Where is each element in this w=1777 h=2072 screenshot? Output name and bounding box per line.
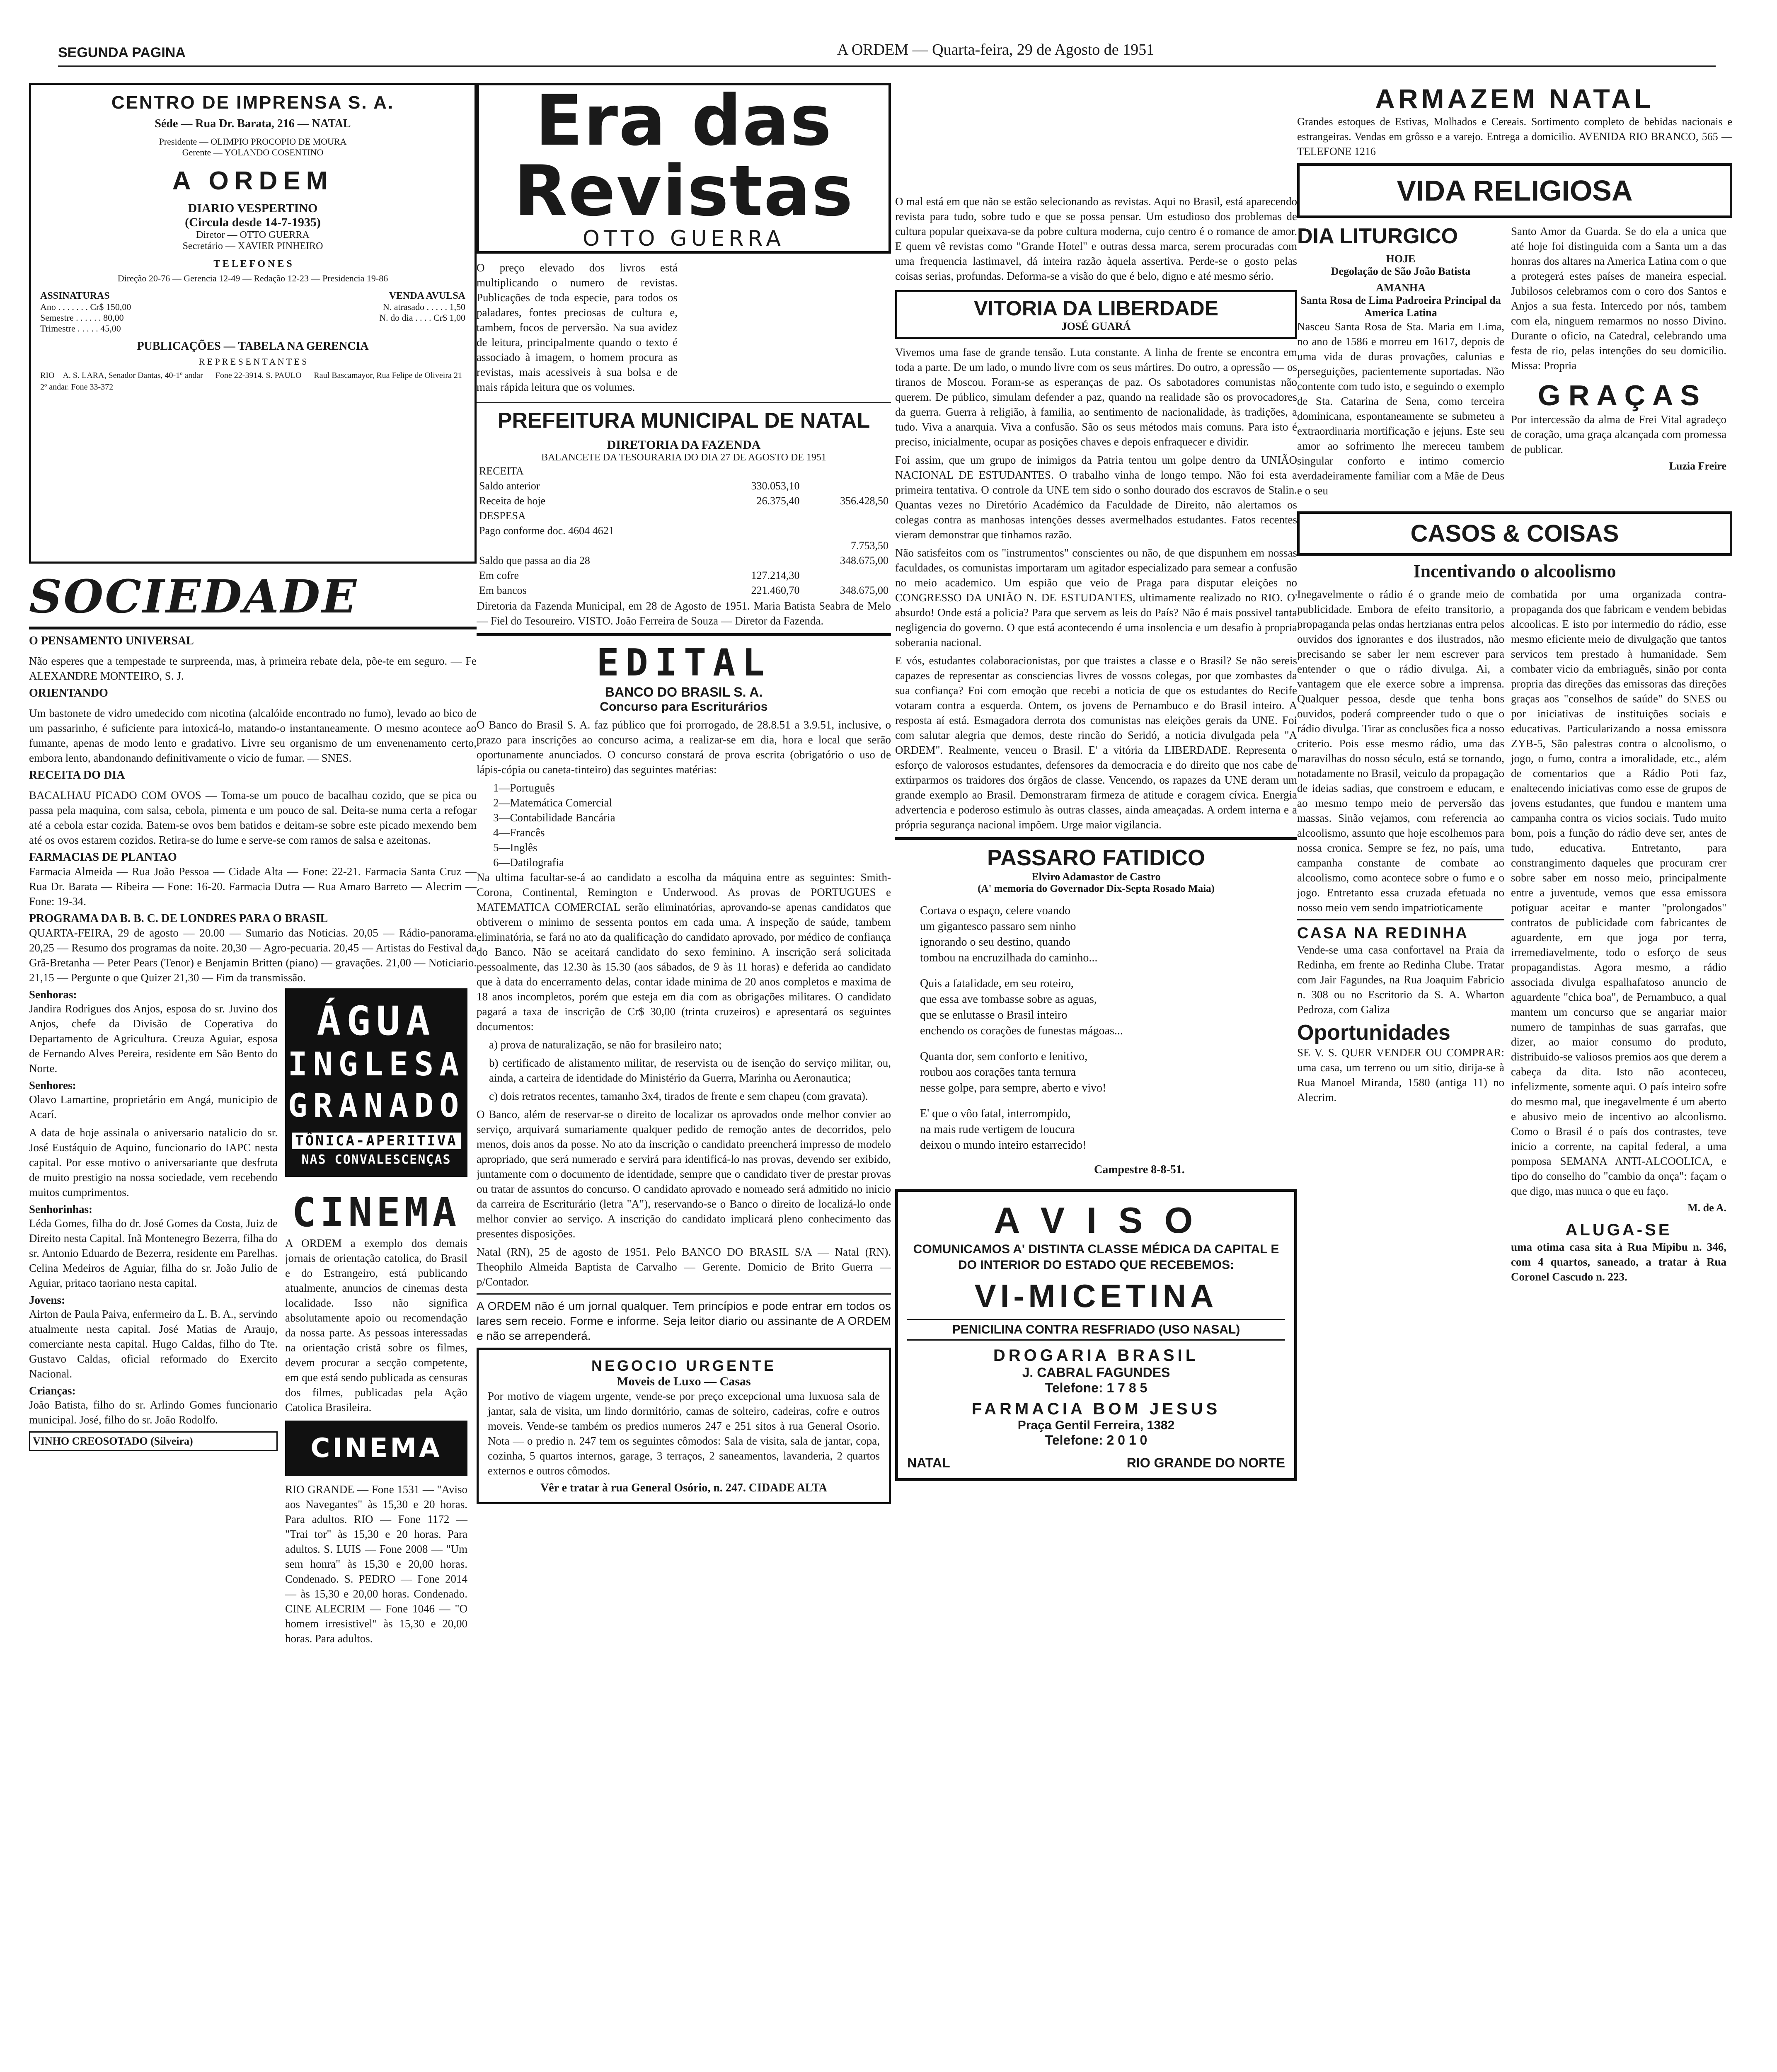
edital-body: Na ultima facultar-se-á ao candidato a escolha da máquina entre as seguintes: Smith-Corona, Continental, Remington e Underwood. As provas de PORTUGUES e MATEMATICA COMERCIAL serão eliminatórias, aprovando-se apenas candidatos que obtiverem o minimo de sessenta pontos em cada uma. A inspeção de saúde, tambem eliminatória, se fará no ato da qualificação do candidato aprovado, por médico de confiança do Banco. Não se aceitará candidato do sexo feminino. A inscrição será solicitada pessoalmente, das 12.30 às 15.30 (aos sábados, de 9 às 11 horas) e deferida ao candidato que à data do encerramento delas, contar idade minima de 20 anos completos e maxima de 18 anos incompletos, porém que esteja em dia com as obrigações militares. O candidato pagará a taxa de inscrição de Cr$ 30,00 (trinta cruzeiros) e apresentará os seguintes documentos: — [477, 871, 891, 1033]
edital-doc: a) prova de naturalização, se não for brasileiro nato; — [489, 1038, 722, 1051]
tel1: Telefone: 1 7 8 5 — [1045, 1380, 1148, 1395]
centro-sede: Séde — Rua Dr. Barata, 216 — NATAL — [155, 117, 351, 130]
vitoria-p1: Vivemos uma fase de grande tensão. Luta constante. A linha de frente se encontra em toda a parte. De um lado, o mundo livre com os seus mártires. Do outro, a opressão — os tiranos de Moscou. Foram-se as esperanças de paz. Os sabotadores comunistas não querem. De público, simulam defender a paz, quando na realidade são os provocadores da guerra. Guerra à religião, à familia, ao sentimento de nacionalidade, às tradições, a tudo. Viva a anarquia. Viva a confusão. São os seus métodos mais comuns. Para isto é preciso, inicialmente, ocupar as posições chaves e depois enfraquecer e dividir. — [895, 346, 1297, 448]
amanha-title: Santa Rosa de Lima Padroeira Principal da America Latina — [1300, 294, 1501, 319]
redinha-title: CASA NA REDINHA — [1297, 925, 1469, 942]
criancas-text: João Batista, filho do sr. Arlindo Gomes funcionario municipal. José, filho do sr. João Rodolfo. — [29, 1399, 278, 1426]
passaro-author: Elviro Adamastor de Castro — [1031, 871, 1161, 883]
representantes-title: R E P R E S E N T A N T E S — [199, 356, 307, 367]
senhorinhas-title: Senhorinhas: — [29, 1203, 93, 1215]
senhores-text: Olavo Lamartine, proprietário em Angá, municipio de Acarí. — [29, 1093, 278, 1121]
armazem-title: ARMAZEM NATAL — [1375, 83, 1654, 114]
article-text-left: O preço elevado dos livros está multiplicando o numero de revistas. Publicações de toda especie, para todos os paladares, fontes preciosas de cultura e, tambem, focos de perversão. Na sua avidez de leitura, principalmente quando o texto é associado à imagem, o homem procura as revistas, mais acessiveis à sua bolsa e de mais rápida leitura que os volumes. — [477, 261, 678, 393]
assinaturas-label: ASSINATURAS — [40, 290, 110, 301]
poem-stanza: Quanta dor, sem conforto e lenitivo, roubou aos corações tanta ternura nesse golpe, para sempre, aberto e vivo! — [920, 1050, 1106, 1094]
centro-diario: DIARIO VESPERTINO — [188, 201, 318, 215]
table-row: 7.753,50 — [851, 540, 888, 552]
vitoria-p4: E vós, estudantes colaboracionistas, por que traistes a classe e o Brasil? Se não sereis capazes de representar as consciencias livres de vossos colegas, por que zombastes da sua confiança? Foi com emoção que recebi a noticia de que os estudantes do Recife votaram contra a esquerda. Ontem, os jovens de Pernambuco e do Brasil inteiro. A resposta aí está. Esmagadora derrota dos comunistas nas eleições gerais da UNE. Foi com salutar alegria que demos, deste rincão do Seridó, a noticia divulgada pela "A ORDEM". Realmente, venceu o Brasil. E' a vitória da LIBERDADE. Representa o esforço de valorosos estudantes, defensores da democracia e do direito que nos cabe de extirparmos os traidores dos órgãos de classe. Vencendo, os rapazes da UNE deram um grande exemplo ao Brasil. Demonstraram firmeza de atitude e coragem cívica. Energia advertencia e poderoso estimulo às outras classes, ainda ameaçadas. A ordem interna e a própria segurança nacional impõem. Urge maior vigilancia. — [895, 654, 1297, 831]
centro-gerente: Gerente — YOLANDO COSENTINO — [182, 147, 324, 157]
drogaria-name: DROGARIA BRASIL — [993, 1346, 1199, 1365]
agua-line: GRANADO — [288, 1087, 465, 1125]
senhorinhas-text: Léda Gomes, filha do dr. José Gomes da Costa, Juiz de Direito nesta Capital. Inã Montenegro Bezerra, filha do sr. Antonio Eduardo de Bezerra, residente em Parelhas. Celina Medeiros de Aguiar, filha do sr. João Julio de Aguiar, pritaco taoriano nesta capital. — [29, 1217, 278, 1289]
prefeitura-sign: Diretoria da Fazenda Municipal, em 28 de Agosto de 1951. Maria Batista Seabra de Melo — Fiel do Tesoureiro. VISTO. João Ferreira de Souza — Diretor da Fazenda. — [477, 600, 891, 627]
pensamento-text: Não esperes que a tempestade te surpreenda, mas, à primeira rebate dela, põe-te em seguro. — Fe ALEXANDRE MONTEIRO, S. J. — [29, 655, 477, 682]
aviso-desc: PENICILINA CONTRA RESFRIADO (USO NASAL) — [907, 1319, 1285, 1341]
aniversario-text: A data de hoje assinala o aniversario natalicio do sr. José Eustáquio de Aquino, funcionario do IAPC nesta capital. Por esse motivo o aniversariante que desfruta de muito prestigio na nossa sociedade, vem recebendo muitos cumprimentos. — [29, 1126, 278, 1198]
list-item: 5—Inglês — [493, 841, 537, 854]
alcoolismo-left: Inegavelmente o rádio é o grande meio de publicidade. Embora de efeito transitorio, a propaganda pelas ondas hertzianas entra pelos ouvidos dos ignorantes e dos ilustrados, não precisando se saber ler nem escrever para entender o que o rádio divulga. Ai, a vantagem que ele exerce sobre a imprensa. Qualquer pessoa, desde que tenha bons ouvidos, poderá compreender tudo o que o rádio divulga. Tirar as conclusões fica a nosso criterio. Pois esse mesmo rádio, uma das maravilhas do nosso século, está se tornando, notadamente no Brasil, veiculo da propagação de ideias sadias, que constroem e educam, e ao mesmo tempo meio de perversão das massas. Sinão vejamos, com referencia ao alcoolismo, assunto que hoje escolhemos para nossa cronica. Sempre se fez, no país, uma campanha constante de combate ao alcoolismo, como acontece sobre o fumo e o jogo. Entretanto essa cruzada efetuada no nosso meio vem sendo impatrioticamente — [1297, 588, 1504, 914]
santa-rosa-text: Nasceu Santa Rosa de Sta. Maria em Lima, no ano de 1586 e morreu em 1617, depois de uma vida de duras provações, calunias e perseguições, pacientemente suportadas. Não contente com tudo isto, e seguindo o exemplo de Sta. Catarina de Sena, como terceira dominicana, espontaneamente se submeteu a extraordinaria mortificação e jejuns. Este seu amor ao sofrimento lhe mereceu tambem singular conforto e intimo comercio verdadeiramente familiar com a Mãe de Deus e o seu — [1297, 320, 1504, 497]
jovens-text: Airton de Paula Paiva, enfermeiro da L. B. A., servindo atualmente nesta capital. José Matias de Araujo, comerciante nesta capital. Hugo Caldas, filho do Tte. Gustavo Caldas, oficial reformado do Exercito Nacional. — [29, 1308, 278, 1380]
prefeitura-title: PREFEITURA MUNICIPAL DE NATAL — [497, 409, 870, 433]
negocio-urgente-ad — [477, 1348, 891, 1504]
gracas-sign: Luzia Freire — [1669, 460, 1726, 472]
cabral-name: J. CABRAL FAGUNDES — [1022, 1365, 1170, 1380]
column-center-right — [895, 83, 1297, 2072]
table-row: Em cofre 127.214,30 — [479, 569, 800, 581]
incentivando-title: Incentivando o alcoolismo — [1413, 561, 1616, 581]
aordem-promo: A ORDEM não é um jornal qualquer. Tem princípios e pode entrar em todos os lares sem receio. Forme e informe. Seja leitor diario ou assinante de A ORDEM e não se arrependerá. — [477, 1300, 891, 1342]
passaro-title: PASSARO FATIDICO — [987, 845, 1206, 870]
agua-line: ÁGUA — [317, 998, 436, 1044]
vitoria-p3: Não satisfeitos com os "instrumentos" conscientes ou não, de que dispunhem em nossas faculdades, os comunistas importaram um agitador especializado para semear a confusão no meio academico. Um espião que veio de Praga para disputar eleições no CONGRESSO DA UNIÃO N. DE ESTUDANTES, ultimamente realizado no RIO. O' absurdo! Onde está a policia? Para que servem as leis do País? Não é mais possivel tanta negligencia do governo. O que está acontecendo é uma insolencia e um desafio à propria soberania nacional. — [895, 547, 1297, 649]
orientando-title: ORIENTANDO — [29, 687, 108, 700]
jovens-title: Jovens: — [29, 1294, 65, 1306]
oportunidades-text: SE V. S. QUER VENDER OU COMPRAR: uma casa, um terreno ou um sitio, dirija-se à Rua Manoel Miranda, 1580 (antiga 11) no Alecrim. — [1297, 1046, 1504, 1104]
negocio-sub: Moveis de Luxo — Casas — [617, 1375, 751, 1388]
farmacias-title: FARMACIAS DE PLANTAO — [29, 851, 177, 864]
criancas-title: Crianças: — [29, 1385, 76, 1397]
redinha-text: Vende-se uma casa confortavel na Praia da Redinha, em frente ao Redinha Clube. Tratar com Jair Fagundes, na Rua Joaquim Fabricio n. 308 ou no Escritorio da S. A. Wharton Pedroza, com Galiza — [1297, 944, 1504, 1016]
aviso-state: RIO GRANDE DO NORTE — [1126, 1455, 1285, 1470]
aviso-title: A V I S O — [993, 1200, 1199, 1241]
oportunidades-title: Oportunidades — [1297, 1021, 1450, 1045]
casos-coisas-box — [1297, 511, 1732, 556]
praca: Praça Gentil Ferreira, 1382 — [1017, 1418, 1175, 1432]
receita-text: BACALHAU PICADO COM OVOS — Toma-se um pouco de bacalhau cozido, que se pica ou passa pela maquina, com salsa, cebola, pimenta e um pouco de sal. Deita-se numa certa a refogar até a cebola estar cozida. Batem-se ovos bem batidos e deitam-se sobre este picado mexendo bem até os ovos estarem cozidos. Retira-se do lume e serve-se com ramos de salsa e azeitonas. — [29, 789, 477, 846]
vitoria-p2: Foi assim, que um grupo de inimigos da Patria tentou um golpe dentro da UNIÃO NACIONAL DE ESTUDANTES. O trabalho vinha de longo tempo. Não foi esta a primeira tentativa. O controle da UNE tem sido o sonho dourado dos escravos de Stalin. Quantas vezes no Diretório Académico da Faculdade de Direito, não alertamos os colegas contra as manhosas intenções desses avermelhados estudantes. Fatos recentes vieram demonstrar que tinhamos razão. — [895, 454, 1297, 541]
farmacia-name: FARMACIA BOM JESUS — [971, 1400, 1221, 1418]
prefeitura-balance: BALANCETE DA TESOURARIA DO DIA 27 DE AGOSTO DE 1951 — [541, 452, 826, 463]
edital-sub: Concurso para Escriturários — [600, 700, 768, 714]
alcoolismo-sign: M. de A. — [1687, 1202, 1726, 1214]
santo-amor-text: Santo Amor da Guarda. Se do ela a unica que até hoje foi distinguida com a Santa um a das honras dos altares na America Latina com o que a protegerá estes países de maneira especial. Jubilosos celebramos com o coro dos Santos e Anjos a sua festa. Intercedo por nós, tambem com ela, ninguem remarmos no nosso Divino. Durante o oficio, na Catedral, celebrando uma festa de rio, pelas intenções do seu domicilio. Missa: Propria — [1511, 225, 1726, 372]
centro-paper-name: A ORDEM — [172, 167, 334, 195]
hoje-label: HOJE — [1386, 253, 1416, 265]
gracas-text: Por intercessão da alma de Frei Vital agradeço de coração, uma graça alcançada com promessa de publicar. — [1511, 413, 1726, 455]
negocio-title: NEGOCIO URGENTE — [591, 1357, 777, 1374]
telefones-list: Direção 20-76 — Gerencia 12-49 — Redação 12-23 — Presidencia 19-86 — [117, 273, 388, 283]
senhoras-text: Jandira Rodrigues dos Anjos, esposa do sr. Juvino dos Anjos, chefe da Divisão de Coperativa do Departamento de Agricultura. Creuza Aguiar, esposa de Fernando Alves Pereira, residente em São Bento do Norte. — [29, 1002, 278, 1075]
negocio-text: Por motivo de viagem urgente, vende-se por preço excepcional uma luxuosa sala de jantar, sala de visita, um lindo dormitório, camas de solteiro, cadeiras, cofre e outros moveis. Vende-se também os predios numeros 247 e 251 sitos à rua General Osorio. Nota — o predio n. 247 tem os seguintes cômodos: Sala de visita, sala de jantar, copa, cozinha, 5 quartos internos, garage, 3 terraços, 2 saneamentos, lavanderia, 2 quartos externos e outros cômodos. — [488, 1390, 880, 1477]
list-item: 3—Contabilidade Bancária — [493, 811, 615, 824]
vida-religiosa-box — [1297, 163, 1732, 218]
table-row: Em bancos 221.460,70 348.675,00 — [479, 584, 888, 596]
vida-title: VIDA RELIGIOSA — [1397, 174, 1633, 207]
table-row: Saldo que passa ao dia 28 348.675,00 — [479, 554, 888, 566]
aviso-sub: COMUNICAMOS A' DISTINTA CLASSE MÉDICA DA CAPITAL E DO INTERIOR DO ESTADO QUE RECEBEMOS: — [913, 1242, 1279, 1272]
centro-title: CENTRO DE IMPRENSA S. A. — [111, 92, 395, 113]
tel2: Telefone: 2 0 1 0 — [1045, 1433, 1148, 1447]
edital-doc: b) certificado de alistamento militar, de reservista ou de isenção do serviço militar, ou, ainda, a carteira de identidade do Ministério da Guerra, Marinha ou Aeronautica; — [489, 1057, 891, 1084]
edital-intro: O Banco do Brasil S. A. faz público que foi prorrogado, de 28.8.51 a 3.9.51, inclusive, o prazo para inscrições ao concurso acima, a realizar-se em dia, hora e local que serão oportunamente anunciados. O concurso constará de prova escrita (obrigatório o uso de lápis-cópia ou caneta-tinteiro) das seguintes matérias: — [477, 719, 891, 776]
pensamento-title: O PENSAMENTO UNIVERSAL — [29, 634, 194, 647]
publicacoes: PUBLICAÇÕES — TABELA NA GERENCIA — [137, 340, 369, 353]
amanha-label: AMANHA — [1376, 282, 1426, 294]
bbc-title: PROGRAMA DA B. B. C. DE LONDRES PARA O BRASIL — [29, 912, 328, 925]
centro-diretor: Diretor — OTTO GUERRA — [196, 230, 310, 240]
hoje-text: Degolação de São João Batista — [1331, 265, 1471, 277]
representantes-text: RIO—A. S. LARA, Senador Dantas, 40-1º andar — Fone 22-3914. S. PAULO — Raul Bascamayor, Rua Felipe de Oliveira 21 2º andar. Fone 33-372 — [40, 371, 462, 392]
cinema-list: RIO GRANDE — Fone 1531 — "Aviso aos Navegantes" às 15,30 e 20 horas. Para adultos. RIO — Fone 1172 — "Trai tor" às 15,30 e 20 horas. Para adultos. S. LUIS — Fone 2008 — "Um sem honra" às 15,30 e 20,00 horas. Condenado. S. PEDRO — Fone 2014 — às 15,30 e 20,00 horas. Condenado. CINE ALECRIM — Fone 1046 — "O homem irresistivel" às 15,30 e 20,00 horas. Para adultos. — [285, 1483, 467, 1645]
list-item: 4—Francês — [493, 826, 545, 839]
senhoras-title: Senhoras: — [29, 988, 77, 1001]
sociedade-heading: SOCIEDADE — [29, 570, 358, 623]
orientando-text: Um bastonete de vidro umedecido com nicotina (alcalóide encontrado no fumo), levado ao bico de um passarinho, é suficiente para intoxicá-lo, matando-o instantaneamente. O mesmo acontece ao fumante, apenas de modo lento e gradativo. Livre seu organismo de um envenenamento certo, embora lento, abandonando definitivamente o vicio de fumar. — SNES. — [29, 707, 477, 764]
column-left — [29, 83, 477, 2072]
venda-label: VENDA AVULSA — [389, 290, 465, 301]
edital-list — [477, 780, 891, 870]
price-row: Trimestre . . . . . 45,00 — [40, 323, 121, 334]
article-author: OTTO GUERRA — [583, 226, 785, 251]
bbc-text: QUARTA-FEIRA, 29 de agosto — 20.00 — Sumario das Noticias. 20,05 — Rádio-panorama. 20,25 — Resumo dos programas da noite. 20,30 — Agro-pecuaria. 20,45 — Artistas do Festival da Grã-Bretanha — Peter Pears (Tenor) e Benjamin Britten (piano) — gravações. 21,00 — Noticiario. 21,15 — Pergunte o que Quizer 21,30 — Fim da transmissão. — [29, 927, 477, 984]
table-row: Receita de hoje 26.375,40 356.428,50 — [479, 495, 888, 507]
aviso-product: VI-MICETINA — [974, 1278, 1218, 1314]
passaro-dedication: (A' memoria do Governador Dix-Septa Rosado Maia) — [978, 883, 1215, 894]
masthead-line: A ORDEM — Quarta-feira, 29 de Agosto de 1951 — [837, 41, 1155, 58]
column-center-left — [477, 83, 891, 2072]
receita-title: RECEITA DO DIA — [29, 769, 125, 782]
vitoria-header — [895, 290, 1297, 339]
list-item: 2—Matemática Comercial — [493, 796, 613, 809]
list-item: 1—Português — [493, 782, 555, 794]
table-row: Saldo anterior 330.053,10 — [479, 480, 800, 492]
poem-stanza: Quis a fatalidade, em seu roteiro, que essa ave tombasse sobre as aguas, que se enlutasse o Brasil inteiro enchendo os corações de funestas mágoas... — [920, 977, 1123, 1037]
dia-liturgico: DIA LITURGICO — [1297, 224, 1458, 248]
edital-bank: BANCO DO BRASIL S. A. — [605, 685, 763, 700]
vitoria-title: VITORIA DA LIBERDADE — [974, 297, 1218, 320]
edital-doc: c) dois retratos recentes, tamanho 3x4, tirados de frente e sem chapeu (com gravata). — [489, 1090, 868, 1102]
aluga-title: ALUGA-SE — [1565, 1221, 1672, 1239]
page-header — [58, 36, 1716, 67]
agua-conv: NAS CONVALESCENÇAS — [301, 1152, 451, 1167]
alcoolismo-right: combatida por uma organizada contra-propaganda dos que fabricam e vendem bebidas alcoolicas. E isto por intermedio do rádio, esse mesmo eficiente meio de divulgação que tantos servicos tem prestado à humanidade. Sem combater vicio da embriaguês, sinão por conta propria das direções das emissoras das direções graças aos "conselhos de saúde" do SNES ou por iniciativas de instituições sociais e educativas. Particularizando a nossa emissora ZYB-5, São palestras contra o alcoolismo, o jogo, o fumo, contra a imoralidade, etc., além de comentarios que a Rádio Poti faz, enaltecendo iniciativas como esse de grupos de jovens estudantes, que fundou e mantem uma campanha contra os vicios sociais. Tudo muito bom, pois a função do rádio deve ser, antes de tudo, educativa. Entretanto, para constrangimento daqueles que procuram crer sobre saber em nosso meio, principalmente entre a juventude, vemos que essa emissora potiguar aceitar e manter "prolongados" contratos de publicidade com fabricantes de aguardente, em que joga por terra, irremediavelmente, todo o esforço de seus propagandistas. Agora mesmo, a rádio associada divulga espalhafatoso anuncio de aguardente "chica boa", de Pernambuco, a qual mantem um concurso que se angariar maior numero de tampinhas de suas garrafas, que dizer, ao maior consumo do produto, distribuido-se valiosos premios aos que derem a cabeça da dita. Isto não aconteceu, infelizmente, somente aqui. O país inteiro sofre do mesmo mal, que inegavelmente é um aberto e abusivo meio de incentivo ao alcoolismo. Como o Brasil é o país dos contrastes, teve inicio a corrente, na capital federal, a uma pomposa SEMANA ANTI-ALCOOLICA, e tipo do conselho do "cambio da onça": façam o que digo, mas nunca o que eu faço. — [1511, 588, 1726, 1197]
aluga-text: uma otima casa sita à Rua Mipibu n. 346, com 4 quartos, saneado, a tratar à Rua Coronel Cascudo n. 223. — [1511, 1241, 1726, 1283]
centro-circulacao: (Circula desde 14-7-1935) — [185, 215, 321, 229]
casos-title: CASOS & COISAS — [1410, 520, 1619, 547]
armazem-text: Grandes estoques de Estivas, Molhados e Cereais. Sortimento completo de bebidas nacionais e estrangeiras. Vendas em grôsso e a varejo. Entrega a domicilio. AVENIDA RIO BRANCO, 565 — TELEFONE 1216 — [1297, 116, 1732, 157]
cinema-notice: A ORDEM a exemplo dos demais jornais de orientação catolica, do Brasil e do Estrangeiro, está publicando atualmente, anuncios de cinemas desta localidade. Isso não significa absolutamente apoio ou recomendação da nossa parte. As pessoas interessadas na orientação cristã sobre os filmes, devem procurar a secção competente, em que está sendo publicada as censuras dos filmes, publicadas pela Ação Catolica Brasileira. — [285, 1237, 467, 1414]
telefones-title: T E L E F O N E S — [213, 259, 292, 269]
farmacias-text: Farmacia Almeida — Rua João Pessoa — Cidade Alta — Fone: 22-21. Farmacia Santa Cruz — Rua Dr. Barata — Ribeira — Fone: 16-20. Farmacia Dutra — Rua Amaro Barreto — Alecrim — Fone: 19-34. — [29, 865, 477, 908]
centro-secretario: Secretário — XAVIER PINHEIRO — [182, 241, 323, 252]
vinho-ad: VINHO CREOSOTADO (Silveira) — [29, 1431, 278, 1451]
centro-imprensa-box — [29, 83, 477, 564]
list-item: 6—Datilografia — [493, 856, 564, 869]
poem-stanza: Cortava o espaço, celere voando um gigantesco passaro sem ninho ignorando o seu destino, quando tombou na encruzilhada do caminho... — [920, 904, 1098, 964]
edital-title: EDITAL — [596, 641, 771, 685]
gracas-title: G R A Ç A S — [1537, 379, 1700, 411]
table-row: RECEITA — [479, 465, 524, 477]
prefeitura-sub: DIRETORIA DA FAZENDA — [607, 438, 761, 452]
aviso-ad — [895, 1189, 1297, 1481]
table-row: Pago conforme doc. 4604 4621 — [479, 525, 614, 537]
table-row: DESPESA — [479, 510, 526, 522]
senhores-title: Senhores: — [29, 1079, 76, 1092]
agua-line: INGLESA — [288, 1046, 465, 1083]
centro-presidente: Presidente — OLIMPIO PROCOPIO DE MOURA — [159, 136, 347, 147]
edital-end: O Banco, além de reservar-se o direito de localizar os aprovados onde melhor convier ao serviço, arquivará sumariamente qualquer pedido de remoção antes de decorridos, pelo menos, dois anos da posse. No ato da inscrição o candidato preencherá impresso de modelo apropriado, que será numerado e servirá para identificá-lo nas provas, devendo ser exibido, juntamente com o documento de identidade, sempre que o candidato tiver de prestar provas ou tratar de assuntos do concurso. O candidato aprovado e nomeado será admitido no inicio da carreira de Escriturário (letra "A"), reservando-se o Banco o direito de localizá-lo onde melhor convier ao serviço. A inscrição do candidato implicará pleno conhecimento das presentes disposições. — [477, 1108, 891, 1240]
article-text-right: O mal está em que não se estão selecionando as revistas. Aqui no Brasil, está aparecendo revista para tudo, sobre tudo e que se possa pensar. Um estudioso dos problemas de cultura popular queixava-se da pobre cultura moderna, cujo centro é o romance de amor. E quem vê revistas como "Grande Hotel" e outras dessa marca, serem procuradas com uma frequencia lastimavel, dá inteira razão àquela assertiva. Perde-se o gosto pelas coisas serias, profundas. Deforma-se a visão do que é belo, digno e até mesmo sério. — [895, 195, 1297, 282]
agua-sub: TÔNICA-APERITIVA — [292, 1133, 461, 1149]
balancete-table — [477, 463, 891, 598]
column-right — [1297, 83, 1732, 2072]
vitoria-author: JOSÉ GUARÁ — [1061, 320, 1131, 332]
price-row: Semestre . . . . . . 80,00 N. do dia . . . . Cr$ 1,00 — [40, 312, 465, 323]
negocio-end: Vêr e tratar à rua General Osório, n. 247. CIDADE ALTA — [540, 1481, 827, 1494]
agua-inglesa-ad — [285, 988, 467, 1177]
aviso-city: NATAL — [907, 1455, 950, 1470]
poem-stanza: E' que o vôo fatal, interrompido, na mais rude vertigem de loucura deixou o mundo inteiro estarrecido! — [920, 1107, 1087, 1152]
passaro-sign: Campestre 8-8-51. — [1094, 1163, 1185, 1176]
cinema-heading: CINEMA — [292, 1189, 461, 1236]
cinema-logo: CINEMA — [285, 1421, 467, 1476]
article-title: Era das Revistas — [513, 83, 854, 232]
price-row: Ano . . . . . . . Cr$ 150,00 N. atrasado . . . . . 1,50 — [40, 302, 465, 312]
edital-sign: Natal (RN), 25 de agosto de 1951. Pelo BANCO DO BRASIL S/A — Natal (RN). Theophilo Almeida Baptista de Carvalho — Gerente. Domicio de Brito Guerra — p/Contador. — [477, 1246, 891, 1288]
section-label: SEGUNDA PAGINA — [58, 45, 186, 61]
